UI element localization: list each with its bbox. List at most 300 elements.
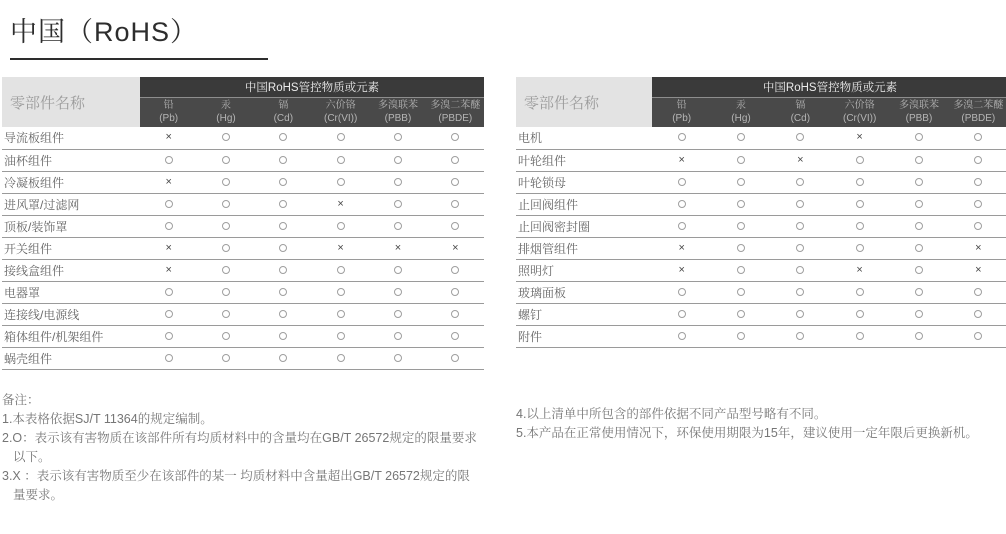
circle-icon	[451, 200, 459, 208]
circle-icon	[165, 156, 173, 164]
circle-icon	[678, 288, 686, 296]
circle-icon	[337, 156, 345, 164]
cross-mark: ×	[678, 241, 685, 254]
circle-icon	[337, 266, 345, 274]
circle-icon	[451, 310, 459, 318]
cross-mark: ×	[678, 153, 685, 166]
circle-mark	[711, 237, 770, 259]
circle-icon	[279, 133, 287, 141]
circle-mark	[949, 281, 1006, 303]
circle-mark	[771, 281, 830, 303]
substance-header: 汞 (Hg)	[197, 97, 254, 127]
circle-icon	[974, 133, 982, 141]
component-name: 附件	[518, 329, 543, 344]
table-row	[516, 127, 1006, 149]
circle-mark	[830, 215, 889, 237]
circle-mark	[255, 149, 312, 171]
circle-mark	[197, 149, 254, 171]
component-name: 导流板组件	[4, 131, 65, 146]
table-row	[516, 325, 1006, 347]
circle-icon	[856, 178, 864, 186]
circle-mark	[711, 193, 770, 215]
cross-mark: ×	[678, 263, 685, 276]
table-row	[516, 215, 1006, 237]
title-underline	[10, 58, 268, 60]
circle-icon	[337, 310, 345, 318]
circle-mark	[711, 215, 770, 237]
table-row	[2, 347, 484, 369]
cross-mark: ×	[337, 197, 344, 210]
circle-mark	[949, 127, 1006, 149]
circle-mark	[949, 149, 1006, 171]
notes-right	[516, 405, 1004, 443]
circle-icon	[796, 222, 804, 230]
circle-mark	[949, 171, 1006, 193]
circle-icon	[394, 178, 402, 186]
table-row	[516, 171, 1006, 193]
circle-mark	[369, 259, 426, 281]
circle-icon	[915, 332, 923, 340]
circle-icon	[279, 310, 287, 318]
circle-icon	[974, 332, 982, 340]
circle-mark	[949, 193, 1006, 215]
circle-icon	[451, 222, 459, 230]
circle-mark	[369, 347, 426, 369]
circle-mark	[312, 325, 369, 347]
circle-icon	[915, 156, 923, 164]
circle-icon	[974, 200, 982, 208]
circle-mark	[711, 281, 770, 303]
note-item: 1.本表格依据SJ/T 11364的规定编制。	[2, 411, 213, 426]
circle-icon	[394, 354, 402, 362]
cross-mark: ×	[975, 263, 982, 276]
circle-icon	[915, 178, 923, 186]
substance-header: 铅 (Pb)	[140, 97, 197, 127]
circle-mark	[369, 149, 426, 171]
circle-icon	[974, 178, 982, 186]
component-name: 冷凝板组件	[4, 175, 65, 190]
circle-mark	[255, 215, 312, 237]
cross-mark: ×	[337, 241, 344, 254]
circle-mark	[830, 193, 889, 215]
table-row	[2, 127, 484, 149]
substance-header: 多溴联苯 (PBB)	[889, 97, 948, 127]
circle-mark	[140, 149, 197, 171]
circle-icon	[279, 178, 287, 186]
table-body	[516, 127, 1006, 347]
circle-icon	[165, 288, 173, 296]
circle-icon	[974, 222, 982, 230]
circle-icon	[451, 288, 459, 296]
circle-mark	[312, 127, 369, 149]
cross-mark: ×	[165, 263, 172, 276]
circle-icon	[856, 156, 864, 164]
table-row	[2, 237, 484, 259]
circle-mark	[197, 347, 254, 369]
circle-mark	[255, 171, 312, 193]
table-row	[2, 149, 484, 171]
circle-mark	[830, 237, 889, 259]
circle-icon	[796, 244, 804, 252]
table-row	[516, 149, 1006, 171]
circle-icon	[394, 133, 402, 141]
component-name: 进风罩/过滤网	[4, 197, 80, 212]
circle-icon	[974, 288, 982, 296]
circle-mark	[830, 281, 889, 303]
circle-icon	[856, 200, 864, 208]
circle-icon	[796, 200, 804, 208]
circle-mark	[197, 259, 254, 281]
circle-mark	[255, 127, 312, 149]
circle-icon	[915, 133, 923, 141]
component-name: 玻璃面板	[518, 285, 567, 300]
circle-mark	[830, 325, 889, 347]
circle-mark	[949, 215, 1006, 237]
table-row	[2, 259, 484, 281]
circle-icon	[337, 178, 345, 186]
circle-mark	[312, 347, 369, 369]
circle-mark	[427, 171, 484, 193]
circle-icon	[451, 178, 459, 186]
circle-icon	[165, 310, 173, 318]
circle-icon	[394, 266, 402, 274]
circle-mark	[889, 193, 948, 215]
substance-header: 多溴二苯醚 (PBDE)	[427, 97, 484, 127]
table-row	[516, 237, 1006, 259]
circle-mark	[771, 127, 830, 149]
cross-mark: ×	[975, 241, 982, 254]
circle-mark	[889, 127, 948, 149]
circle-mark	[711, 259, 770, 281]
circle-mark	[369, 193, 426, 215]
right-column	[516, 77, 1006, 505]
circle-icon	[451, 156, 459, 164]
circle-icon	[737, 332, 745, 340]
component-name: 电机	[518, 131, 543, 146]
component-name: 连接线/电源线	[4, 307, 80, 322]
circle-icon	[915, 266, 923, 274]
component-name: 接线盒组件	[4, 263, 65, 278]
circle-mark	[889, 171, 948, 193]
circle-mark	[369, 303, 426, 325]
circle-mark	[652, 281, 711, 303]
circle-icon	[394, 288, 402, 296]
circle-icon	[856, 222, 864, 230]
circle-icon	[337, 222, 345, 230]
circle-mark	[312, 281, 369, 303]
circle-mark	[197, 215, 254, 237]
circle-icon	[279, 332, 287, 340]
circle-mark	[140, 193, 197, 215]
circle-icon	[678, 200, 686, 208]
circle-icon	[222, 133, 230, 141]
circle-icon	[279, 200, 287, 208]
circle-mark	[197, 171, 254, 193]
circle-icon	[165, 354, 173, 362]
circle-mark	[652, 193, 711, 215]
component-name: 叶轮锁母	[518, 175, 567, 190]
component-name: 电器罩	[4, 285, 41, 300]
circle-mark	[140, 215, 197, 237]
circle-mark	[255, 193, 312, 215]
circle-mark	[197, 237, 254, 259]
circle-icon	[222, 200, 230, 208]
note-item: 5.本产品在正常使用情况下，环保使用期限为15年，建议使用一定年限后更换新机。	[516, 425, 978, 440]
circle-icon	[796, 266, 804, 274]
circle-icon	[737, 222, 745, 230]
circle-mark	[830, 171, 889, 193]
circle-icon	[915, 288, 923, 296]
circle-mark	[711, 149, 770, 171]
circle-icon	[678, 133, 686, 141]
circle-icon	[222, 310, 230, 318]
circle-icon	[222, 156, 230, 164]
circle-icon	[222, 354, 230, 362]
circle-mark	[427, 127, 484, 149]
circle-mark	[369, 171, 426, 193]
circle-mark	[889, 215, 948, 237]
circle-mark	[197, 325, 254, 347]
circle-icon	[737, 200, 745, 208]
circle-mark	[771, 259, 830, 281]
circle-mark	[889, 259, 948, 281]
circle-mark	[652, 303, 711, 325]
circle-mark	[140, 325, 197, 347]
component-name: 止回阀密封圈	[518, 219, 591, 234]
circle-mark	[255, 303, 312, 325]
circle-icon	[451, 332, 459, 340]
circle-icon	[915, 310, 923, 318]
circle-mark	[889, 281, 948, 303]
circle-icon	[451, 354, 459, 362]
circle-icon	[974, 310, 982, 318]
tables-area	[2, 77, 1006, 505]
circle-mark	[771, 303, 830, 325]
circle-icon	[165, 332, 173, 340]
circle-icon	[796, 133, 804, 141]
cross-mark: ×	[452, 241, 459, 254]
circle-icon	[222, 178, 230, 186]
circle-icon	[737, 288, 745, 296]
circle-mark	[427, 215, 484, 237]
table-row	[2, 303, 484, 325]
table-body	[2, 127, 484, 369]
table-row	[2, 215, 484, 237]
component-name: 排烟管组件	[518, 241, 579, 256]
circle-mark	[140, 347, 197, 369]
component-name: 照明灯	[518, 263, 555, 278]
left-column	[2, 77, 484, 505]
circle-icon	[222, 222, 230, 230]
circle-mark	[312, 303, 369, 325]
circle-mark	[949, 325, 1006, 347]
substances-group-header: 中国RoHS管控物质或元素	[652, 77, 1006, 97]
cross-mark: ×	[165, 175, 172, 188]
circle-mark	[369, 127, 426, 149]
component-name: 蜗壳组件	[4, 351, 53, 366]
circle-mark	[771, 193, 830, 215]
note-item: 4.以上清单中所包含的部件依据不同产品型号略有不同。	[516, 406, 827, 421]
circle-mark	[255, 281, 312, 303]
circle-mark	[255, 347, 312, 369]
circle-mark	[312, 259, 369, 281]
component-name: 箱体组件/机架组件	[4, 329, 104, 344]
circle-mark	[427, 281, 484, 303]
circle-icon	[856, 332, 864, 340]
circle-mark	[140, 303, 197, 325]
circle-icon	[394, 222, 402, 230]
circle-mark	[369, 281, 426, 303]
circle-icon	[796, 178, 804, 186]
component-name: 油杯组件	[4, 153, 53, 168]
table-row	[2, 193, 484, 215]
circle-mark	[771, 325, 830, 347]
circle-mark	[711, 127, 770, 149]
circle-mark	[427, 259, 484, 281]
circle-icon	[856, 310, 864, 318]
circle-icon	[222, 266, 230, 274]
substance-header: 汞 (Hg)	[711, 97, 770, 127]
circle-icon	[737, 310, 745, 318]
circle-mark	[652, 171, 711, 193]
circle-mark	[255, 325, 312, 347]
circle-mark	[255, 237, 312, 259]
circle-mark	[711, 325, 770, 347]
circle-icon	[279, 222, 287, 230]
rohs-table-right	[516, 77, 1006, 348]
circle-icon	[915, 222, 923, 230]
table-row	[516, 281, 1006, 303]
circle-icon	[337, 354, 345, 362]
circle-icon	[737, 133, 745, 141]
circle-mark	[830, 149, 889, 171]
circle-icon	[796, 332, 804, 340]
substance-header: 六价铬 (Cr(VI))	[830, 97, 889, 127]
page-title: 中国（RoHS）	[10, 17, 199, 47]
circle-icon	[678, 178, 686, 186]
component-name: 止回阀组件	[518, 197, 579, 212]
circle-icon	[394, 156, 402, 164]
circle-icon	[165, 222, 173, 230]
component-name-header: 零部件名称	[2, 77, 140, 127]
circle-icon	[394, 332, 402, 340]
circle-mark	[711, 171, 770, 193]
circle-mark	[312, 215, 369, 237]
circle-icon	[678, 310, 686, 318]
substance-header: 镉 (Cd)	[255, 97, 312, 127]
circle-mark	[427, 347, 484, 369]
circle-icon	[451, 266, 459, 274]
circle-icon	[796, 288, 804, 296]
circle-mark	[369, 215, 426, 237]
notes-title: 备注：	[2, 392, 40, 407]
component-name-header: 零部件名称	[516, 77, 652, 127]
circle-mark	[771, 215, 830, 237]
table-row	[516, 193, 1006, 215]
circle-mark	[197, 193, 254, 215]
component-name: 开关组件	[4, 241, 53, 256]
circle-mark	[140, 281, 197, 303]
circle-icon	[279, 354, 287, 362]
circle-icon	[451, 133, 459, 141]
table-row	[2, 281, 484, 303]
circle-icon	[394, 200, 402, 208]
circle-icon	[279, 288, 287, 296]
circle-icon	[394, 310, 402, 318]
note-item: 3.X ：表示该有害物质至少在该部件的某一 均质材料中含量超出GB/T 26572规定的限量要求。	[2, 468, 470, 502]
note-item: 2.O：表示该有害物质在该部件所有均质材料中的含量均在GB/T 26572规定的限量要求以下。	[2, 430, 477, 464]
circle-mark	[830, 303, 889, 325]
cross-mark: ×	[394, 241, 402, 254]
circle-mark	[771, 237, 830, 259]
substance-header: 六价铬 (Cr(VI))	[312, 97, 369, 127]
table-row	[516, 259, 1006, 281]
substance-header: 铅 (Pb)	[652, 97, 711, 127]
cross-mark: ×	[797, 153, 804, 166]
circle-mark	[427, 303, 484, 325]
cross-mark: ×	[165, 241, 172, 254]
circle-icon	[796, 310, 804, 318]
circle-icon	[337, 133, 345, 141]
circle-icon	[222, 332, 230, 340]
circle-mark	[949, 303, 1006, 325]
circle-mark	[652, 325, 711, 347]
circle-mark	[652, 215, 711, 237]
circle-mark	[427, 149, 484, 171]
circle-icon	[678, 222, 686, 230]
circle-mark	[711, 303, 770, 325]
circle-mark	[197, 127, 254, 149]
circle-mark	[889, 303, 948, 325]
component-name: 顶板/装饰罩	[4, 219, 68, 234]
substance-header: 多溴联苯 (PBB)	[369, 97, 426, 127]
circle-mark	[197, 303, 254, 325]
component-name: 螺钉	[518, 307, 543, 322]
circle-icon	[737, 244, 745, 252]
circle-icon	[856, 288, 864, 296]
component-name: 叶轮组件	[518, 153, 567, 168]
circle-icon	[337, 288, 345, 296]
circle-icon	[737, 266, 745, 274]
table-row	[2, 171, 484, 193]
circle-mark	[652, 127, 711, 149]
circle-icon	[279, 244, 287, 252]
circle-icon	[974, 156, 982, 164]
circle-icon	[165, 200, 173, 208]
substance-header: 镉 (Cd)	[771, 97, 830, 127]
circle-icon	[737, 178, 745, 186]
circle-icon	[915, 244, 923, 252]
circle-mark	[771, 171, 830, 193]
circle-icon	[337, 332, 345, 340]
circle-mark	[312, 149, 369, 171]
cross-mark: ×	[856, 263, 863, 276]
circle-mark	[889, 325, 948, 347]
circle-icon	[279, 266, 287, 274]
circle-icon	[856, 244, 864, 252]
cross-mark: ×	[856, 131, 863, 144]
cross-mark: ×	[165, 131, 172, 144]
circle-mark	[312, 171, 369, 193]
substances-group-header: 中国RoHS管控物质或元素	[140, 77, 484, 97]
table-row	[2, 325, 484, 347]
circle-mark	[889, 237, 948, 259]
circle-mark	[255, 259, 312, 281]
circle-icon	[279, 156, 287, 164]
substance-header: 多溴二苯醚 (PBDE)	[949, 97, 1006, 127]
circle-mark	[197, 281, 254, 303]
notes-left	[2, 391, 478, 505]
